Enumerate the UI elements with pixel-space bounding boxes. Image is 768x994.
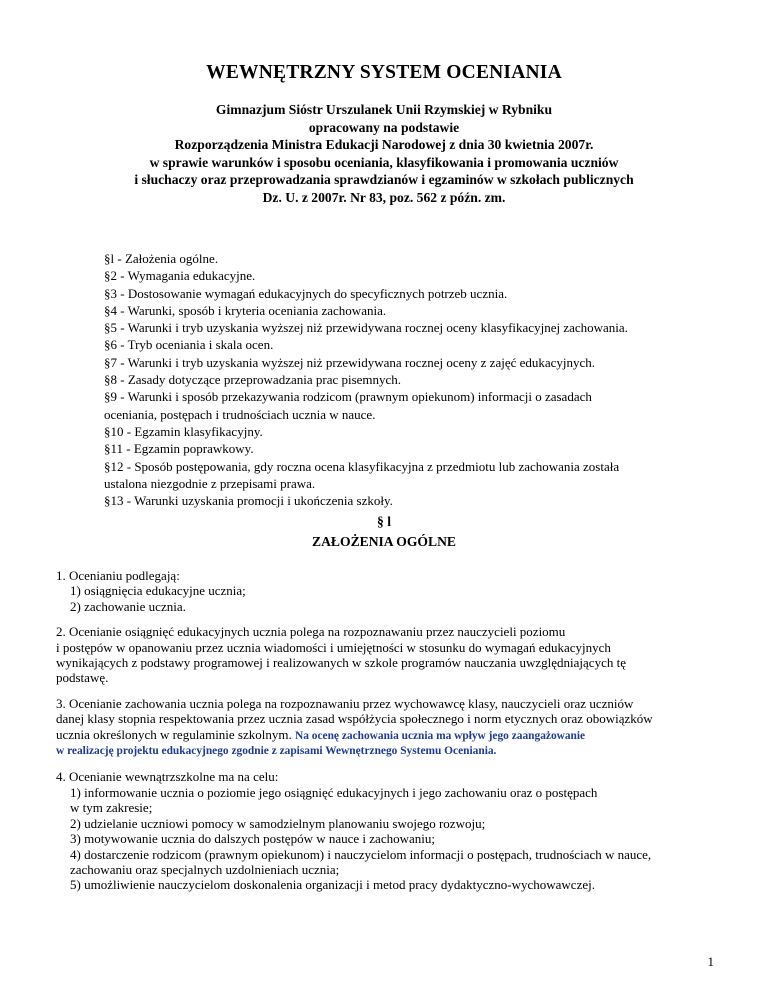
section-body <box>56 568 714 893</box>
list-item-continuation: zachowaniu oraz specjalnych uzdolnieniach ucznia; <box>70 861 340 877</box>
subtitle-line: Gimnazjum Sióstr Urszulanek Unii Rzymskiej w Rybniku <box>215 102 553 117</box>
list-item: 4) dostarczenie rodzicom (prawnym opiekunom) i nauczycielom informacji o postępach, trudnościach w nauce, <box>70 846 652 862</box>
paragraph-line: i postępów w opanowaniu przez ucznia wiadomości i umiejętności w stosunku do wymagań edukacyjnych <box>56 639 611 655</box>
paragraph-line: 4. Ocenianie wewnątrzszkolne ma na celu: <box>56 769 279 785</box>
paragraph-line <box>56 727 714 744</box>
toc-item: §6 - Tryb oceniania i skala ocen. <box>104 337 274 353</box>
toc-item: §2 - Wymagania edukacyjne. <box>104 268 256 284</box>
list-item: 2) udzielanie uczniowi pomocy w samodzielnym planowaniu swojego rozwoju; <box>70 815 486 831</box>
toc-item: §8 - Zasady dotyczące przeprowadzania prac pisemnych. <box>104 372 402 388</box>
subtitle-line: Dz. U. z 2007r. Nr 83, poz. 562 z późn. zm. <box>262 189 506 205</box>
paragraph-line: podstawę. <box>56 670 109 686</box>
section-title: ZAŁOŻENIA OGÓLNE <box>312 534 456 549</box>
list-item-continuation: w tym zakresie; <box>70 800 153 816</box>
toc-item: §3 - Dostosowanie wymagań edukacyjnych do specyficznych potrzeb ucznia. <box>104 285 508 301</box>
paragraph-text: ucznia określonych w regulaminie szkolnym. <box>56 726 292 742</box>
document-subtitle <box>60 101 708 207</box>
paragraph-line: 1. Ocenianiu podlegają: <box>56 568 180 583</box>
subtitle-line: Rozporządzenia Ministra Edukacji Narodowej z dnia 30 kwietnia 2007r. <box>174 137 594 153</box>
highlighted-text: w realizację projektu edukacyjnego zgodnie z zapisami Wewnętrznego Systemu Oceniania. <box>56 745 497 758</box>
toc-item: §12 - Sposób postępowania, gdy roczna ocena klasyfikacyjna z przedmiotu lub zachowania została <box>104 458 620 474</box>
list-item: 5) umożliwienie nauczycielom doskonalenia organizacji i metod pracy dydaktyczno-wychowawczej. <box>70 877 595 893</box>
paragraph-line: 2. Ocenianie osiągnięć edukacyjnych ucznia polega na rozpoznawaniu przez nauczycieli poziomu <box>56 624 566 640</box>
list-item: 1) osiągnięcia edukacyjne ucznia; <box>70 583 246 599</box>
toc-item-continuation: ustalona niezgodnie z przepisami prawa. <box>104 475 316 491</box>
paragraph-line: wynikających z podstawy programowej i realizowanych w szkole programów nauczania uwzględniających tę <box>56 655 626 671</box>
toc-item: §4 - Warunki, sposób i kryteria oceniania zachowania. <box>104 302 387 318</box>
toc-item: §13 - Warunki uzyskania promocji i ukończenia szkoły. <box>104 493 393 509</box>
toc-item: §11 - Egzamin poprawkowy. <box>104 441 254 457</box>
document-title: WEWNĘTRZNY SYSTEM OCENIANIA <box>206 62 562 83</box>
list-item: 2) zachowanie ucznia. <box>70 598 186 614</box>
paragraph-4 <box>56 769 714 892</box>
toc-item: §5 - Warunki i tryb uzyskania wyższej niż przewidywana rocznej oceny klasyfikacyjnej zachowania. <box>104 320 628 336</box>
table-of-contents <box>104 250 704 509</box>
toc-item: §l - Założenia ogólne. <box>104 251 219 266</box>
toc-item: §10 - Egzamin klasyfikacyjny. <box>104 423 263 439</box>
paragraph-line: danej klasy stopnia respektowania przez ucznia zasad współżycia społecznego i norm etycznych oraz obowiązków <box>56 711 653 727</box>
highlighted-text: Na ocenę zachowania ucznia ma wpływ jego zaangażowanie <box>295 729 586 742</box>
section-number: § l <box>377 514 391 529</box>
subtitle-line: w sprawie warunków i sposobu oceniania, klasyfikowania i promowania uczniów <box>149 154 619 170</box>
section-heading <box>0 512 768 552</box>
toc-item-continuation: oceniania, postępach i trudnościach ucznia w nauce. <box>104 406 376 422</box>
paragraph-1 <box>56 568 714 614</box>
paragraph-2 <box>56 624 714 686</box>
subtitle-line: i słuchaczy oraz przeprowadzania sprawdzianów i egzaminów w szkołach publicznych <box>134 172 634 188</box>
subtitle-line: opracowany na podstawie <box>308 119 460 135</box>
paragraph-3 <box>56 696 714 760</box>
page-number: 1 <box>707 954 714 969</box>
paragraph-line: 3. Ocenianie zachowania ucznia polega na rozpoznawaniu przez wychowawcę klasy, nauczycieli oraz uczniów <box>56 695 634 711</box>
toc-item: §9 - Warunki i sposób przekazywania rodzicom (prawnym opiekunom) informacji o zasadach <box>104 389 592 405</box>
toc-item: §7 - Warunki i tryb uzyskania wyższej niż przewidywana rocznej oceny z zajęć edukacyjnych. <box>104 354 596 370</box>
list-item: 1) informowanie ucznia o poziomie jego osiągnięć edukacyjnych i jego zachowaniu oraz o postępach <box>70 784 598 800</box>
list-item: 3) motywowanie ucznia do dalszych postępów w nauce i zachowaniu; <box>70 831 435 847</box>
